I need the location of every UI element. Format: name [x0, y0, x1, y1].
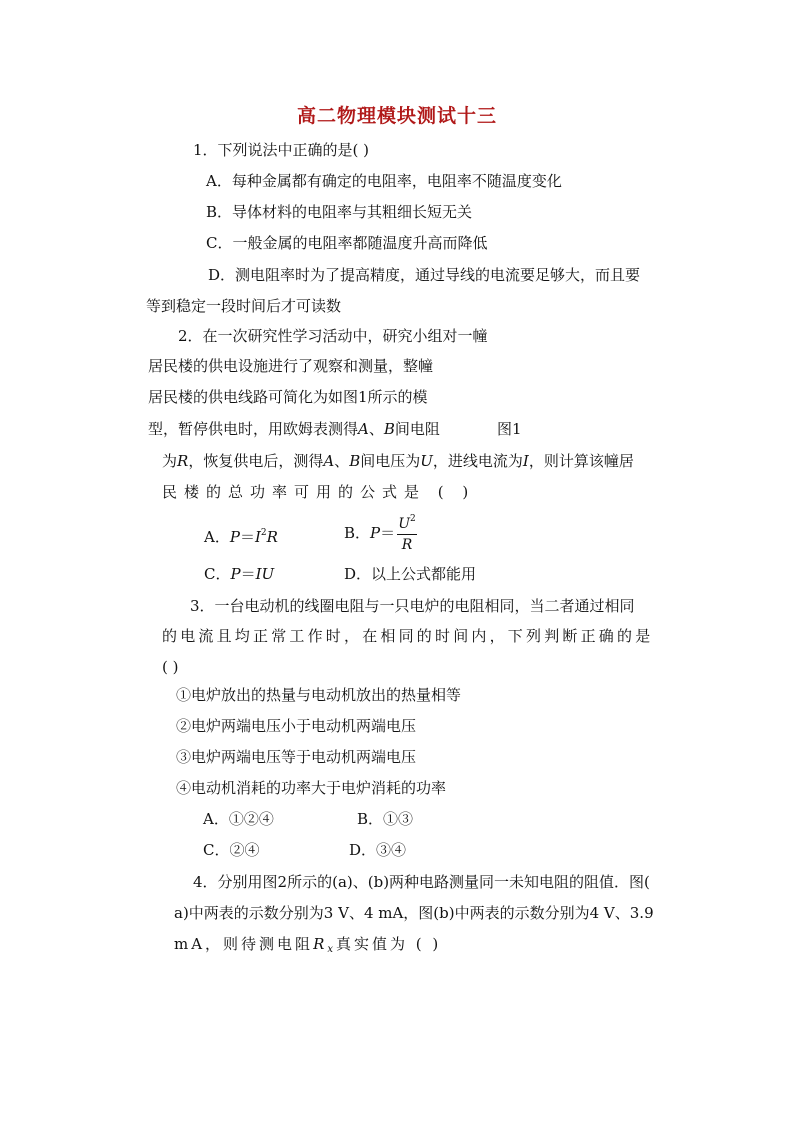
q3-statement-3: ③电炉两端电压等于电动机两端电压: [176, 748, 417, 766]
var-r: R: [266, 528, 278, 546]
q2-line6: 民楼的总功率可用的公式是 ( ): [162, 483, 476, 501]
var-b: B: [383, 420, 395, 438]
var-a: A: [358, 420, 369, 438]
q1-option-c: C．一般金属的电阻率都随温度升高而降低: [206, 234, 488, 252]
var-p: P: [370, 524, 381, 542]
q1-option-d-line2: 等到稳定一段时间后才可读数: [146, 297, 342, 315]
var-p: P: [230, 565, 241, 583]
q3-statement-1: ①电炉放出的热量与电动机放出的热量相等: [176, 686, 462, 704]
q2-option-d: D．以上公式都能用: [344, 565, 477, 583]
q4-line2: a)中两表的示数分别为3 V、4 mA，图(b)中两表的示数分别为4 V、3.9: [174, 904, 654, 922]
q3-option-d: D．③④: [349, 841, 407, 859]
q3-option-a: A．①②④: [203, 810, 274, 828]
figure-1-label: 图1: [497, 420, 522, 438]
var-p: P: [229, 528, 240, 546]
fraction-denominator: R: [401, 537, 413, 553]
q1-stem: 1．下列说法中正确的是( ): [193, 141, 370, 159]
separator: 、: [368, 420, 384, 438]
q3-line3: ( ): [162, 658, 179, 676]
q3-line1: 3．一台电动机的线圈电阻与一只电炉的电阻相同，当二者通过相同: [190, 597, 635, 615]
q3-statement-2: ②电炉两端电压小于电动机两端电压: [176, 717, 417, 735]
separator: 、: [334, 452, 350, 470]
q3-statement-4: ④电动机消耗的功率大于电炉消耗的功率: [176, 779, 447, 797]
option-label: B．: [344, 524, 371, 542]
var-u: U: [420, 452, 433, 470]
q2-line5-text-d: ，则计算该幢居: [528, 452, 634, 470]
fraction-bar: [397, 534, 417, 535]
option-label: A．: [204, 528, 230, 546]
q4-line3-text: mA，则待测电阻: [174, 935, 314, 953]
q1-option-b: B．导体材料的电阻率与其粗细长短无关: [206, 203, 473, 221]
q4-line3-tail: 真实值为 ( ): [336, 935, 442, 953]
q2-line5-text: 为: [162, 452, 178, 470]
q2-line1: 2．在一次研究性学习活动中，研究小组对一幢: [178, 327, 488, 345]
var-u: U: [398, 516, 411, 532]
exponent: 2: [260, 528, 267, 538]
page-title: 高二物理模块测试十三: [296, 105, 497, 127]
option-label: C．: [204, 565, 231, 583]
q2-line3: 居民楼的供电线路可简化为如图1所示的模: [148, 388, 428, 406]
q2-option-a: [204, 522, 278, 548]
var-r: R: [313, 935, 328, 953]
q2-line4-text: 型，暂停供电时，用欧姆表测得: [148, 420, 359, 438]
var-r: R: [177, 452, 189, 470]
q2-option-c: [204, 563, 274, 585]
q3-line2: 的电流且均正常工作时，在相同的时间内，下列判断正确的是: [162, 627, 654, 645]
q2-line5: [162, 450, 634, 472]
expr-iu: IU: [255, 565, 275, 583]
q1-option-d-line1: D．测电阻率时为了提高精度，通过导线的电流要足够大，而且要: [208, 266, 641, 284]
var-a: A: [323, 452, 335, 470]
q3-option-c: C．②④: [203, 841, 260, 859]
q4-line1: 4．分别用图2所示的(a)、(b)两种电路测量同一未知电阻的阻值．图(: [193, 873, 650, 891]
var-i: I: [254, 528, 261, 546]
equals-sign: ＝: [240, 565, 256, 583]
subscript-x: x: [327, 944, 336, 955]
q2-line4: [148, 418, 440, 440]
fraction-u2-over-r: [397, 510, 417, 554]
q1-option-a: A．每种金属都有确定的电阻率，电阻率不随温度变化: [206, 172, 562, 190]
q4-line3: [174, 933, 441, 961]
q2-option-b: [344, 522, 395, 544]
var-b: B: [349, 452, 361, 470]
var-i: I: [522, 452, 529, 470]
fraction-numerator: [397, 510, 417, 533]
exponent: 2: [410, 514, 416, 524]
equals-sign: ＝: [380, 524, 396, 542]
q3-option-b: B．①③: [357, 810, 414, 828]
q2-line5-text-b: 间电压为: [360, 452, 421, 470]
q2-line5-text-a: ，恢复供电后，测得: [188, 452, 324, 470]
equals-sign: ＝: [239, 528, 255, 546]
q2-line5-text-c: ，进线电流为: [432, 452, 523, 470]
q2-line2: 居民楼的供电设施进行了观察和测量，整幢: [148, 357, 434, 375]
q2-line4-tail: 间电阻: [394, 420, 440, 438]
